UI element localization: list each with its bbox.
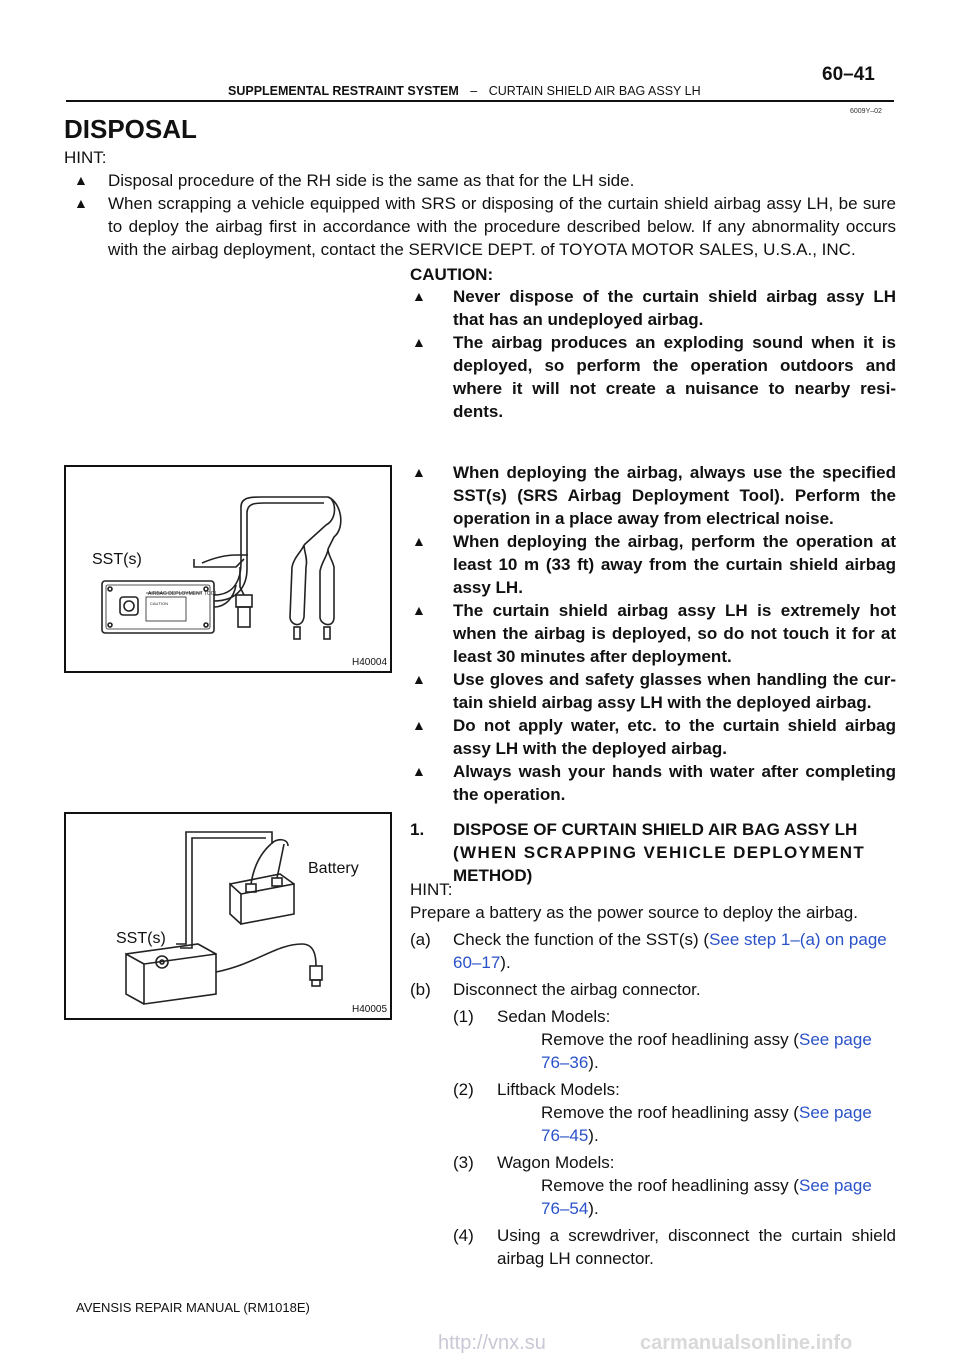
- caution-item: ▲ Always wash your hands with water after completing the operation.: [412, 762, 896, 804]
- see-step-link[interactable]: See step 1–(a) on page 60–17: [453, 930, 887, 972]
- model-step: (1) Sedan Models: Remove the roof headlining assy (See page 76–36).: [453, 1007, 872, 1072]
- running-header: [228, 84, 701, 98]
- caution-item: ▲ Never dispose of the curtain shield airbag assy LH that has an undeployed airbag.: [412, 287, 896, 329]
- bullet-triangle-icon: ▲: [412, 533, 426, 549]
- hint-item: ▲ Disposal procedure of the RH side is the same as that for the LH side.: [74, 171, 635, 190]
- figure-label-sst: SST(s): [116, 930, 166, 947]
- figure-id: H40005: [352, 1004, 388, 1015]
- sst-battery-illustration: [66, 814, 390, 1018]
- hint-list: [64, 169, 896, 261]
- step-hint-label: HINT:: [410, 880, 453, 899]
- caution-item: ▲ The airbag produces an exploding sound when it is deployed, so perform the operation outdoors and where it will not create a nuisance to nearby resi-dents.: [412, 333, 896, 421]
- bullet-triangle-icon: ▲: [74, 172, 88, 188]
- figure-label-sst: SST(s): [92, 551, 142, 568]
- tool-caution-text: CAUTION: [150, 601, 168, 606]
- step-number: 1.: [410, 820, 425, 839]
- bullet-triangle-icon: ▲: [412, 671, 426, 687]
- bullet-triangle-icon: ▲: [412, 464, 426, 480]
- step-1-body: DISPOSE OF CURTAIN SHIELD AIR BAG ASSY LH (WHEN SCRAPPING VEHICLE DEPLOYMENT METHOD): [453, 820, 866, 885]
- page-number: 60–41: [822, 64, 875, 85]
- caution-item: ▲ Do not apply water, etc. to the curtain shield airbag assy LH with the deployed airbag.: [412, 716, 896, 758]
- bullet-triangle-icon: ▲: [412, 717, 426, 733]
- caution-list-a: [410, 285, 896, 423]
- bullet-triangle-icon: ▲: [412, 763, 426, 779]
- caution-list-b: [410, 461, 896, 806]
- doc-id: 6009Y–02: [850, 108, 882, 115]
- see-page-link[interactable]: See page 76–45: [541, 1103, 872, 1145]
- model-step: (2) Liftback Models: Remove the roof headlining assy (See page 76–45).: [453, 1080, 872, 1145]
- bullet-triangle-icon: ▲: [412, 288, 426, 304]
- header-rule: [66, 100, 894, 102]
- see-page-link[interactable]: See page 76–54: [541, 1176, 872, 1218]
- caution-label: CAUTION:: [410, 265, 494, 284]
- hint-label: HINT:: [64, 148, 107, 167]
- tool-label-text: AIRBAG DEPLOYMENT TOOL: [148, 591, 218, 597]
- bullet-triangle-icon: ▲: [412, 602, 426, 618]
- watermark: carmanualsonline.info: [640, 1332, 853, 1354]
- caution-item: ▲ When deploying the airbag, always use the specified SST(s) (SRS Airbag Deployment Tool). Perform the operation in a place away from electrical noise.: [412, 463, 896, 528]
- figure-sst-tool: [64, 465, 392, 673]
- bullet-triangle-icon: ▲: [74, 195, 88, 211]
- step-hint-text: Prepare a battery as the power source to deploy the airbag.: [410, 903, 858, 922]
- watermark-link[interactable]: http://vnx.su: [438, 1332, 546, 1354]
- sst-tool-illustration: [66, 467, 390, 671]
- caution-item: ▲ When deploying the airbag, perform the operation at least 10 m (33 ft) away from the curtain shield airbag assy LH.: [412, 532, 896, 597]
- caution-item: ▲ Use gloves and safety glasses when handling the cur-tain shield airbag assy LH with the deployed airbag.: [412, 670, 896, 712]
- hint-item: ▲ When scrapping a vehicle equipped with SRS or disposing of the curtain shield airbag assy LH, be sure to deploy the airbag first in accordance with the procedure described below. If any abnormality occurs with the airbag deployment, contact the SERVICE DEPT. of TOYOTA MOTOR SALES, U.S.A., INC.: [74, 194, 896, 259]
- header-separator: –: [470, 84, 478, 98]
- footer: AVENSIS REPAIR MANUAL (RM1018E): [76, 1300, 310, 1315]
- bullet-triangle-icon: ▲: [412, 334, 426, 350]
- figure-id: H40004: [352, 657, 388, 668]
- sub-step-a: (a) Check the function of the SST(s) (See step 1–(a) on page 60–17).: [410, 930, 887, 972]
- model-step: (4) Using a screwdriver, disconnect the curtain shield airbag LH connector.: [453, 1226, 896, 1268]
- subsection-title: CURTAIN SHIELD AIR BAG ASSY LH: [488, 84, 701, 98]
- section-title: SUPPLEMENTAL RESTRAINT SYSTEM: [228, 84, 459, 98]
- page-title: DISPOSAL: [64, 114, 197, 144]
- figure-sst-battery: [64, 812, 392, 1020]
- model-step: (3) Wagon Models: Remove the roof headlining assy (See page 76–54).: [453, 1153, 872, 1218]
- see-page-link[interactable]: See page 76–36: [541, 1030, 872, 1072]
- step-1-heading: [410, 818, 896, 887]
- sub-step-b: (b) Disconnect the airbag connector.: [410, 980, 701, 999]
- procedure-body: [410, 878, 896, 1270]
- caution-item: ▲ The curtain shield airbag assy LH is extremely hot when the airbag is deployed, so do not touch it for at least 30 minutes after deployment.: [412, 601, 896, 666]
- figure-label-battery: Battery: [308, 860, 359, 877]
